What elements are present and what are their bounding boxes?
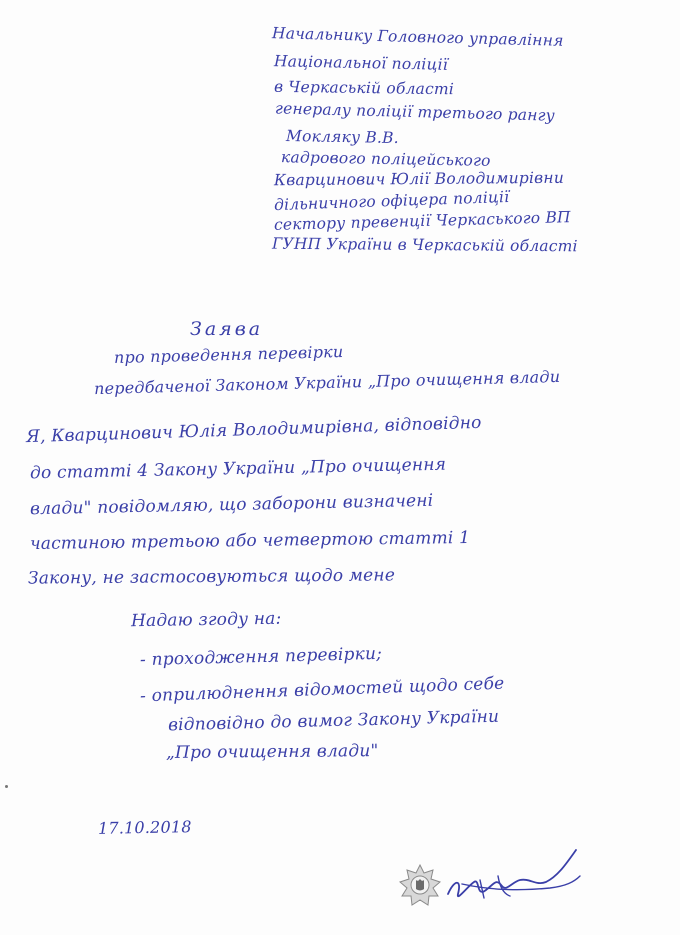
body-line: влади" повідомляю, що заборони визначені xyxy=(29,490,434,520)
addressee-line: Національної поліції xyxy=(273,52,449,74)
body-line: частиною третьою або четвертою статті 1 xyxy=(29,527,471,555)
handwritten-signature xyxy=(440,842,588,922)
consent-item: - оприлюднення відомостей щодо себе xyxy=(139,673,505,707)
consent-heading: Надаю згоду на: xyxy=(130,608,282,632)
document-subtitle-line: про проведення перевірки xyxy=(113,342,344,367)
addressee-line: сектору превенції Черкаського ВП xyxy=(273,208,571,234)
consent-item: відповідно до вимог Закону України xyxy=(167,706,500,736)
police-star-emblem-icon xyxy=(398,864,442,908)
addressee-line: в Черкаській області xyxy=(273,77,455,99)
document-title: Заява xyxy=(190,318,264,340)
document-subtitle-line: передбаченої Законом України „Про очищення влади xyxy=(93,366,561,399)
body-line: Я, Кварцинович Юлія Володимирівна, відповідно xyxy=(25,412,482,448)
addressee-line: генералу поліції третього рангу xyxy=(274,99,556,125)
addressee-line: Начальнику Головного управління xyxy=(271,24,564,50)
addressee-line: Кварцинович Юлії Володимирівни xyxy=(273,168,565,190)
scan-speck xyxy=(5,785,8,788)
addressee-line: дільничного офіцера поліції xyxy=(273,187,510,215)
signature-block xyxy=(398,842,588,922)
addressee-line: ГУНП України в Черкаській області xyxy=(271,234,578,256)
body-line: до статті 4 Закону України „Про очищення xyxy=(29,454,447,484)
consent-item: - проходження перевірки; xyxy=(139,643,383,671)
consent-item: „Про очищення влади" xyxy=(165,741,379,763)
document-date: 17.10.2018 xyxy=(97,817,192,838)
addressee-line: Мокляку В.В. xyxy=(285,127,399,147)
addressee-line: кадрового поліцейського xyxy=(280,148,491,170)
body-line: Закону, не застосовуються щодо мене xyxy=(27,565,396,589)
